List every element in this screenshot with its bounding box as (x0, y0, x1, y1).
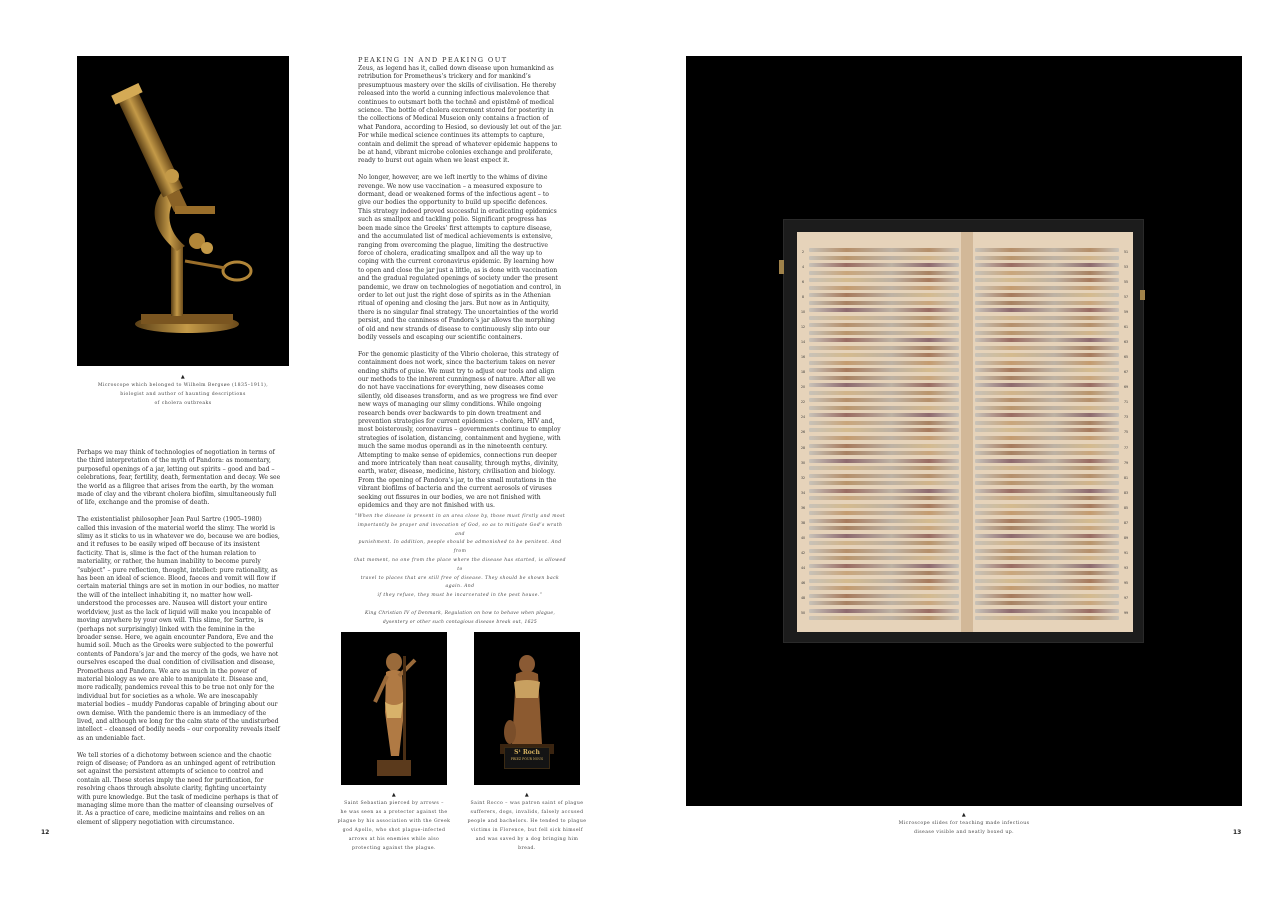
microscope-slide (975, 308, 1119, 312)
slot-number: 20 (800, 385, 806, 390)
microscope-slide (975, 361, 1119, 365)
caption-line: Saint Sebastian pierced by arrows – (344, 801, 444, 806)
microscope-slide (809, 376, 959, 380)
slot-number: 95 (1123, 580, 1129, 585)
microscope-slide (975, 271, 1119, 275)
microscope-slide (975, 346, 1119, 350)
caption-line: of cholera outbreaks (154, 401, 212, 406)
slot-number: 30 (800, 460, 806, 465)
microscope-slide (975, 421, 1119, 425)
slot-number: 8 (801, 295, 805, 300)
microscope-slide (975, 391, 1119, 395)
microscope-slide (975, 481, 1119, 485)
microscope-slide (975, 278, 1119, 282)
section-heading: PEAKING IN AND PEAKING OUT (358, 56, 508, 64)
caption-line: victims in Florence, but fell sick himself (470, 828, 584, 833)
microscope-slide (809, 504, 959, 508)
microscope-slide (975, 534, 1119, 538)
quote-attribution (352, 610, 568, 628)
microscope-slide (809, 286, 959, 290)
slot-number: 65 (1123, 355, 1129, 360)
microscope-slide (975, 564, 1119, 568)
pull-quote (352, 513, 568, 628)
slot-number: 16 (800, 355, 806, 360)
slot-number: 79 (1123, 460, 1129, 465)
microscope-slide (809, 466, 959, 470)
paragraph: We tell stories of a dichotomy between science and the chaotic reign of disease; of Pandora as an unhinged agent of retribution set against the persistent attempts of science to control and contain all. These stories imply the need for purification, for resolving chaos through absolute clarity, fighting uncertainty with pure knowledge. But the task of medicine perhaps is that of managing slime more than the matter of cleansing ourselves of it. As a practice of care, medicine maintains and relies on an element of slippery negotiation with circumstance. (77, 751, 278, 826)
caption-line: and was saved by a dog bringing him bread. (475, 837, 579, 851)
microscope-slide (975, 444, 1119, 448)
microscope-slide (809, 413, 959, 417)
microscope-slide (809, 616, 959, 620)
slot-number: 42 (800, 550, 806, 555)
microscope-slide (809, 263, 959, 267)
quote-line: travel to places that are still free of disease. They should be shown back again. And (360, 575, 560, 590)
slot-number: 51 (1123, 250, 1129, 254)
microscope-slide (975, 383, 1119, 387)
microscope-slide (809, 609, 959, 613)
microscope-slide (809, 361, 959, 365)
caption-line: he was seen as a protector against the (340, 810, 448, 815)
microscope-slide (809, 556, 959, 560)
slot-number: 36 (800, 505, 806, 510)
slot-number: 26 (800, 430, 806, 435)
slot-number: 38 (800, 520, 806, 525)
plaque-subtitle: PRIEZ POUR NOUS (510, 757, 544, 761)
caption-line: biologist and author of haunting descriptions (120, 392, 246, 397)
slot-number: 97 (1123, 595, 1129, 600)
microscope-slide (809, 256, 959, 260)
microscope-slide (975, 368, 1119, 372)
microscope-slide (809, 459, 959, 463)
microscope-slide (809, 601, 959, 605)
microscope-slide (975, 286, 1119, 290)
microscope-slide (975, 428, 1119, 432)
slot-number: 48 (800, 595, 806, 600)
saint-roch-photo (474, 632, 580, 785)
microscope-slide (809, 421, 959, 425)
microscope-slide (809, 301, 959, 305)
microscope-slide (809, 331, 959, 335)
microscope-slide (809, 444, 959, 448)
paragraph: For the genomic plasticity of the Vibrio cholerae, this strategy of containment does not work, since the bacterium takes on never ending shifts of guise. We must try to adjust our tools and align our methods to the inherent cunningness of nature. After all we do not have vaccinations for everything, new diseases come silently, old diseases transform, and as we progress we find ever new ways of managing our slimy conditions. While ongoing research bends over backwards to pin down treatment and prevention strategies for current epidemics – cholera, HIV and, most boisterously, coronavirus – governments continue to employ strategies of isolation, distancing, containment and hygiene, with much the same modus operandi as in the nineteenth century. Attempting to make sense of epidemics, connections run deeper and more intricately than neat causality, through myths, divinity, earth, water, disease, medicine, history, civilisation and biology. From the opening of Pandora’s jar, to the small mutations in the vibrant biofilms of bacteria and the current aerosols of viruses seeking out fissures in our bodies, we are not finished with epidemics and they are not finished with us. (358, 350, 561, 510)
box-hinge-right (1140, 290, 1145, 300)
microscope-slide (809, 481, 959, 485)
microscope-caption (77, 374, 289, 408)
paragraph: Perhaps we may think of technologies of negotiation in terms of the third interpretation of the myth of Pandora: as momentary, purposeful openings of a jar, letting out spirits – good and bad – celebrations, fear, fertility, death, fermentation and decay. We see the world as a filigree that arises from the earth, by the woman made of clay and the vibrant cholera biofilm, simultaneously full of life, exchange and the promise of death. (77, 449, 281, 507)
plaque-title: Sᵗ Roch (514, 749, 540, 756)
caption-line: god Apollo, who shot plague-infected (342, 828, 446, 833)
tray-divider (961, 232, 973, 632)
microscope-slide (809, 308, 959, 312)
main-text (358, 65, 562, 511)
microscope-slide (975, 526, 1119, 530)
slides-caption (864, 812, 1064, 837)
slot-number: 46 (800, 580, 806, 585)
microscope-slide (975, 293, 1119, 297)
microscope-slide (975, 504, 1119, 508)
caption-line: Microscope slides for teaching made infectious (898, 821, 1030, 826)
slot-number: 14 (800, 340, 806, 345)
slot-number: 40 (800, 535, 806, 540)
microscope-slide (809, 398, 959, 402)
microscope-slide (975, 263, 1119, 267)
main-column (358, 56, 562, 519)
slot-number: 89 (1123, 535, 1129, 540)
microscope-slide (809, 338, 959, 342)
microscope-slide (809, 406, 959, 410)
microscope-slide (975, 436, 1119, 440)
microscope-slide (809, 571, 959, 575)
microscope-slide (975, 398, 1119, 402)
slot-number: 61 (1123, 325, 1129, 330)
microscope-slide (809, 316, 959, 320)
microscope-slide (975, 511, 1119, 515)
slot-number: 63 (1123, 340, 1129, 345)
microscope-slide (809, 248, 959, 252)
slot-number: 77 (1123, 445, 1129, 450)
microscope-slide (975, 571, 1119, 575)
caption-line: Saint Rocco – was patron saint of plague (470, 801, 584, 806)
slot-number: 50 (800, 610, 806, 615)
microscope-slide (975, 556, 1119, 560)
microscope-slide (975, 616, 1119, 620)
microscope-slide (975, 586, 1119, 590)
microscope-slide (975, 459, 1119, 463)
microscope-slide (975, 338, 1119, 342)
microscope-slide (975, 466, 1119, 470)
paragraph: The existentialist philosopher Jean Paul Sartre (1905–1980) called this invasion of the material world the slimy. The world is slimy as it sticks to us in whatever we do, because we are bodies, and it refuses to be easily wiped off because of its insistent facticity. That is, slime is the fact of the human relation to materiality, or rather, the human inability to become purely “subject” – pure reflection, thought, intellect: pure rationality, as has been an ideal of science. Blood, faeces and vomit will flow if certain material things are set in motion in our bodies, no matter the will of the intellect inhabiting it, no matter how well-understood the processes are. Nausea will distort your entire worldview, just as the lack of liquid will make you incapable of moving anywhere by your own will. This slime, for Sartre, is (perhaps not surprisingly) linked with the feminine in the broader sense. Here, we again encounter Pandora, Eve and the humid soil. Much as the Greeks were subjected to the powerful contents of Pandora’s jar and the mercy of the gods, we have not ourselves escaped the dual condition of civilisation and disease, Prometheus and Pandora. We are as much in the power of material biology as we are able to manipulate it. Disease and, more radically, pandemics reveal this to be true not only for the individual but for societies as a whole. We are inescapably material bodies – muddy Pandoras capable of bringing about our own demise. With the pandemic there is an immediacy of the lived, and although we long for the calm state of the undisturbed intellect – cleansed of bodily needs – our corporality reveals itself as an undeniable fact. (77, 516, 280, 742)
saint-sebastian-statue (341, 632, 447, 785)
microscope-slide (809, 346, 959, 350)
slot-number: 91 (1123, 550, 1129, 555)
slot-number: 53 (1123, 265, 1129, 270)
microscope-slide (975, 601, 1119, 605)
paragraph: Zeus, as legend has it, called down disease upon humankind as retribution for Prometheus’s trickery and for mankind’s presumptuous mastery over the skills of civilisation. He thereby released into the world a cunning infectious malevolence that continues to outsmart both the technē and epistēmē of medical science. The bottle of cholera excrement stored for posterity in the collections of Medical Museion only contains a fraction of what Pandora, according to Hesiod, so deviously let out of the jar. For while medical science continues its attempts to capture, contain and delimit the spread of whatever epidemic happens to be at hand, vibrant microbe colonies exchange and proliferate, ready to burst out again when we least expect it. (358, 65, 562, 165)
microscope-slide (809, 368, 959, 372)
quote-line: that moment, no one from the place where the disease has started, is allowed to (354, 557, 566, 572)
slot-number: 28 (800, 445, 806, 450)
quote-line: punishment. In addition, people should be admonished to be penitent. And from (358, 540, 562, 555)
microscope-slide (809, 496, 959, 500)
microscope-slide (809, 278, 959, 282)
microscope-slide (975, 474, 1119, 478)
slides-box (783, 219, 1144, 643)
saint-roch-plaque (504, 747, 550, 769)
microscope-slide (975, 496, 1119, 500)
microscope-slide (809, 474, 959, 478)
microscope-slide (809, 436, 959, 440)
microscope-slide (975, 353, 1119, 357)
slot-number: 83 (1123, 490, 1129, 495)
attribution-line: dysentery or other such contagious disease break out, 1625 (382, 619, 538, 625)
slides-right-column (975, 248, 1119, 624)
microscope-slide (809, 564, 959, 568)
box-hinge-left (779, 260, 784, 274)
microscope-slide (809, 594, 959, 598)
page-number-left: 12 (41, 829, 50, 836)
microscope-slide (975, 541, 1119, 545)
microscope-slide (809, 511, 959, 515)
slides-box-photo (686, 56, 1242, 806)
slot-number: 55 (1123, 280, 1129, 285)
slot-number: 34 (800, 490, 806, 495)
microscope-slide (975, 248, 1119, 252)
microscope-slide (809, 391, 959, 395)
microscope-slide (809, 428, 959, 432)
caption-marker-icon: ▲ (180, 374, 186, 380)
slot-number: 32 (800, 475, 806, 480)
slot-number: 57 (1123, 295, 1129, 300)
quote-line: if they refuse, they must be incarcerated in the pest house.” (377, 593, 543, 599)
slides-left-column (809, 248, 959, 624)
slides-tray (797, 232, 1133, 632)
slot-number: 81 (1123, 475, 1129, 480)
caption-line: Microscope which belonged to Wilhelm Bergsøe (1835–1911), (97, 383, 269, 388)
slot-number: 73 (1123, 415, 1129, 420)
caption-marker-icon: ▲ (524, 792, 530, 798)
microscope-photo (77, 56, 289, 366)
quote-line: importantly be prayer and invocation of God, so as to mitigate God’s wrath and (357, 522, 563, 537)
slot-number: 22 (800, 400, 806, 405)
microscope-slide (975, 579, 1119, 583)
microscope-slide (975, 489, 1119, 493)
microscope-slide (975, 376, 1119, 380)
quote-text (352, 513, 568, 601)
microscope-slide (975, 519, 1119, 523)
caption-line: plague by his association with the Greek (337, 819, 451, 824)
left-column-text (77, 449, 281, 836)
caption-marker-icon: ▲ (961, 812, 967, 818)
microscope-slide (809, 579, 959, 583)
slot-number: 24 (800, 415, 806, 420)
caption-line: disease visible and neatly boxed up. (913, 830, 1015, 835)
microscope-slide (975, 549, 1119, 553)
microscope-slide (975, 594, 1119, 598)
microscope-slide (975, 331, 1119, 335)
caption-line: protecting against the plague. (352, 846, 436, 851)
attribution-line: King Christian IV of Denmark, Regulation on how to behave when plague, (364, 610, 556, 616)
microscope-slide (809, 534, 959, 538)
caption-line: arrows at his enemies while also (348, 837, 440, 842)
slot-number: 67 (1123, 370, 1129, 375)
slot-number: 87 (1123, 520, 1129, 525)
microscope-slide (809, 541, 959, 545)
microscope-slide (809, 526, 959, 530)
slot-number: 69 (1123, 385, 1129, 390)
slot-number: 10 (800, 310, 806, 315)
slot-number: 59 (1123, 310, 1129, 315)
caption-line: people and bachelors. He tended to plague (467, 819, 587, 824)
microscope-slide (975, 323, 1119, 327)
slot-number: 71 (1123, 400, 1129, 405)
microscope-slide (975, 256, 1119, 260)
slot-number: 99 (1123, 610, 1129, 615)
sebastian-caption (332, 792, 456, 853)
microscope-slide (809, 451, 959, 455)
microscope-slide (975, 609, 1119, 613)
microscope-slide (809, 489, 959, 493)
page-number-right: 13 (1233, 829, 1242, 836)
slot-number: 44 (800, 565, 806, 570)
microscope-slide (975, 316, 1119, 320)
microscope-slide (809, 293, 959, 297)
slot-number: 2 (801, 250, 805, 254)
microscope-slide (809, 519, 959, 523)
caption-marker-icon: ▲ (391, 792, 397, 798)
slot-number: 6 (801, 280, 805, 285)
slot-number: 93 (1123, 565, 1129, 570)
slot-number: 12 (800, 325, 806, 330)
microscope-slide (809, 271, 959, 275)
microscope-slide (975, 413, 1119, 417)
slot-number: 18 (800, 370, 806, 375)
microscope-slide (975, 301, 1119, 305)
microscope-slide (809, 353, 959, 357)
paragraph: No longer, however, are we left inertly to the whims of divine revenge. We now use vaccination – a measured exposure to dormant, dead or weakened forms of the infectious agent – to give our bodies the opportunity to build up specific defences. This strategy indeed proved successful in eradicating epidemics such as smallpox and tackling polio. Significant progress has been made since the Greeks’ first attempts to capture disease, and the accumulated list of medical achievements is extensive, ranging from overcoming the plague, limiting the destructive force of cholera, eradicating smallpox and all the way up to coping with the current coronavirus epidemic. By learning how to open and close the jar just a little, as is done with vaccination and the gradual regulated openings of society under the present pandemic, we draw on technologies of negotiation and control, in order to let out just the right dose of spirits as in the Athenian ritual of opening and closing the jars. But now as in Antiquity, there is no singular final strategy. The uncertainties of the world persist, and the canniness of Pandora’s jar allows the morphing of old and new strands of disease to continuously slip into our bodily vessels and escaping our scientific containers. (358, 174, 562, 341)
roch-caption (466, 792, 588, 853)
microscope-illustration (77, 56, 289, 366)
slot-number: 75 (1123, 430, 1129, 435)
microscope-slide (809, 383, 959, 387)
slot-number: 4 (801, 265, 805, 270)
caption-line: sufferers, dogs, invalids, falsely accused (470, 810, 584, 815)
microscope-slide (975, 451, 1119, 455)
saint-sebastian-photo (341, 632, 447, 785)
slot-number: 85 (1123, 505, 1129, 510)
microscope-slide (809, 549, 959, 553)
microscope-slide (809, 323, 959, 327)
quote-line: “When the disease is present in an area close by, those must firstly and most (354, 514, 566, 519)
microscope-slide (975, 406, 1119, 410)
microscope-slide (809, 586, 959, 590)
